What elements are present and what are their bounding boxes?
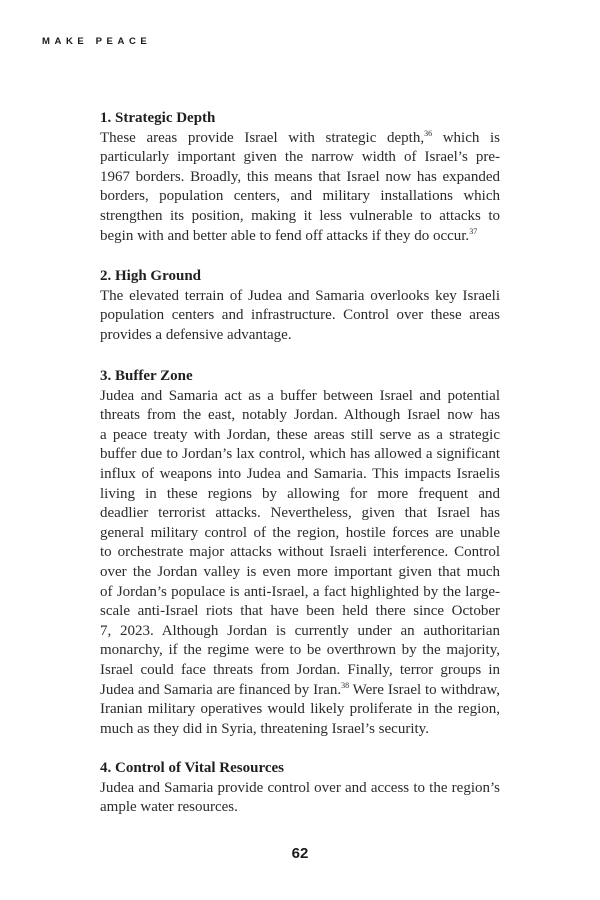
text-segment: begin with and better able to fend off attacks if they do occur.: [100, 227, 470, 244]
body-text-line: ample water resources.: [100, 799, 238, 816]
section-buffer-zone: [100, 367, 500, 739]
footnote-reference[interactable]: 38: [341, 680, 350, 690]
body-text-line: particularly important given the narrow width of Israel’s pre-: [100, 149, 500, 166]
body-text-line: provides a defensive advantage.: [100, 326, 292, 343]
body-text-line: over the Jordan valley is even more important given that much: [100, 563, 500, 580]
section-heading: 4. Control of Vital Resources: [100, 760, 285, 776]
body-text-line: deadlier terrorist attacks. Nevertheless, given that Israel has: [100, 505, 500, 522]
footnote-reference[interactable]: 36: [424, 128, 433, 138]
section-strategic-depth: [100, 109, 500, 246]
running-head: MAKE PEACE: [42, 36, 152, 47]
page-number: 62: [291, 845, 309, 862]
section-heading: 1. Strategic Depth: [100, 110, 216, 126]
body-text-line: 1967 borders. Broadly, this means that Israel now has expanded: [100, 168, 500, 185]
footnote-reference[interactable]: 37: [469, 226, 478, 236]
section-heading: 2. High Ground: [100, 268, 202, 284]
body-text-line: 7, 2023. Although Jordan is currently under an authoritarian: [100, 622, 500, 639]
body-text-line: [100, 129, 500, 149]
body-text-line: influx of weapons into Judea and Samaria. This impacts Israelis: [100, 465, 500, 482]
body-text-line: Judea and Samaria provide control over and access to the region’s: [100, 779, 500, 796]
body-text-line: [100, 681, 500, 701]
body-text-line: of Jordan’s populace is anti-Israel, a fact highlighted by the large-: [100, 583, 500, 600]
body-text-line: much as they did in Syria, threatening Israel’s security.: [100, 720, 429, 737]
section-vital-resources: [100, 759, 500, 818]
text-segment: Judea and Samaria are financed by Iran.: [100, 681, 342, 698]
body-text-line: Iranian military operatives would likely proliferate in the region,: [100, 701, 500, 718]
body-text-line: to orchestrate major attacks without Israeli interference. Control: [100, 544, 500, 561]
section-heading: 3. Buffer Zone: [100, 368, 193, 384]
section-high-ground: [100, 267, 500, 345]
body-text-line: scale anti-Israel riots that have been held there since October: [100, 603, 500, 620]
body-text-line: general military control of the region, hostile forces are unable: [100, 524, 500, 541]
body-text-line: monarchy, if the regime were to be overthrown by the majority,: [100, 642, 500, 659]
body-text-line: The elevated terrain of Judea and Samaria overlooks key Israeli: [100, 287, 500, 304]
body-text-line: Judea and Samaria act as a buffer between Israel and potential: [100, 387, 500, 404]
body-text-line: strengthen its position, making it less vulnerable to attacks to: [100, 207, 500, 224]
text-segment: which is: [432, 129, 500, 146]
body-text-line: population centers and infrastructure. Control over these areas: [100, 307, 500, 324]
body-text-line: Israel could face threats from Jordan. Finally, terror groups in: [100, 661, 500, 678]
body-text-line: [100, 227, 500, 247]
body-text-line: buffer due to Jordan’s lax control, which has allowed a significant: [100, 446, 500, 463]
text-segment: Were Israel to withdraw,: [349, 681, 500, 698]
body-text-line: a peace treaty with Jordan, these areas still serve as a strategic: [100, 426, 500, 443]
body-text-line: threats from the east, notably Jordan. Although Israel now has: [100, 407, 500, 424]
text-segment: These areas provide Israel with strategic depth,: [100, 129, 425, 146]
body-text-line: living in these regions by allowing for more frequent and: [100, 485, 500, 502]
body-text-line: borders, population centers, and military installations which: [100, 188, 500, 205]
